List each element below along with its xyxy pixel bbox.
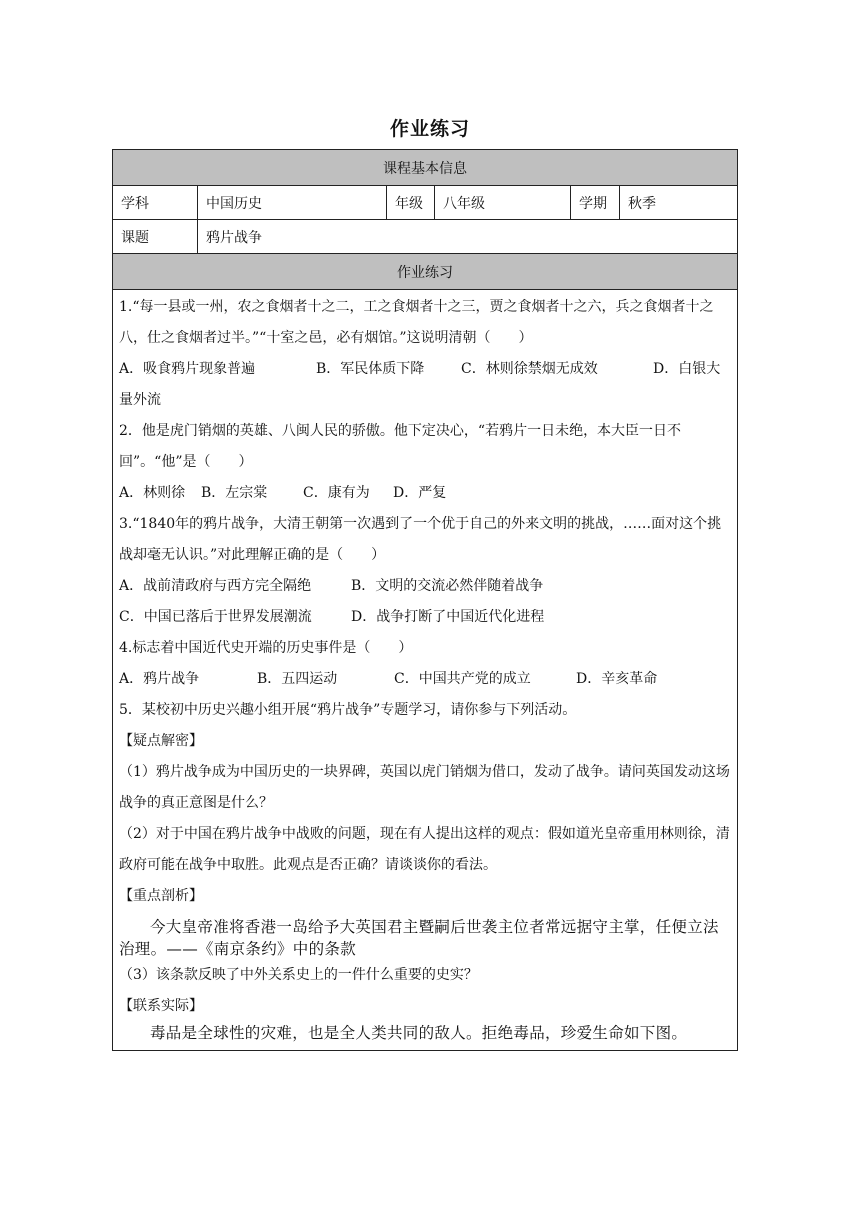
q4-option-c: C．中国共产党的成立 (394, 671, 531, 687)
q4-option-d: D．辛亥革命 (576, 671, 658, 687)
question-5: 5．某校初中历史兴趣小组开展“鸦片战争”专题学习，请你参与下列活动。 (119, 702, 577, 718)
page-title: 作业练习 (389, 118, 470, 140)
practice-body (113, 290, 738, 1051)
question-1: 1.“每一县或一州，农之食烟者十之二，工之食烟者十之三，贾之食烟者十之六，兵之食烟者十之八，仕之食烟者过半。”“十室之邑，必有烟馆。”这说明清朝（ ） (119, 299, 714, 346)
q2-option-b: B．左宗棠 (201, 485, 268, 501)
question-5-2: （2）对于中国在鸦片战争中战败的问题，现在有人提出这样的观点：假如道光皇帝重用林则徐，清政府可能在战争中取胜。此观点是否正确？请谈谈你的看法。 (119, 826, 730, 873)
subject-label: 学科 (113, 186, 198, 220)
grade-label: 年级 (387, 186, 435, 220)
question-3-options-cd (119, 602, 731, 633)
q3-option-b: B．文明的交流必然伴随着战争 (351, 578, 544, 594)
course-info-header: 课程基本信息 (113, 150, 738, 186)
question-3-options-ab (119, 571, 731, 602)
question-2: 2．他是虎门销烟的英雄、八闽人民的骄傲。他下定决心，“若鸦片一日未绝，本大臣一日不回”。“他”是（ ） (119, 423, 682, 470)
q1-option-d: D．白银大量外流 (119, 361, 721, 408)
topic-value: 鸦片战争 (198, 220, 738, 254)
question-2-options (119, 478, 731, 509)
topic-label: 课题 (113, 220, 198, 254)
q1-option-c: C．林则徐禁烟无成效 (461, 361, 598, 377)
question-4-options (119, 664, 731, 695)
q3-option-c: C．中国已落后于世界发展潮流 (119, 609, 312, 625)
q1-option-b: B．军民体质下降 (316, 361, 425, 377)
question-5-1: （1）鸦片战争成为中国历史的一块界碑，英国以虎门销烟为借口，发动了战争。请问英国发动这场战争的真正意图是什么？ (119, 764, 730, 811)
treaty-excerpt: 今大皇帝准将香港一岛给予大英国君主暨嗣后世袭主位者常远据守主掌，任便立法治理。——《南京条约》中的条款 (119, 918, 719, 958)
term-label: 学期 (571, 186, 620, 220)
question-5-3: （3）该条款反映了中外关系史上的一件什么重要的史实？ (119, 967, 478, 983)
drug-text: 毒品是全球性的灾难，也是全人类共同的敌人。拒绝毒品，珍爱生命如下图。 (150, 1024, 688, 1042)
q2-option-d: D．严复 (393, 485, 447, 501)
q2-option-a: A．林则徐 (119, 485, 186, 501)
question-4: 4.标志着中国近代史开端的历史事件是（ ） (119, 640, 413, 656)
grade-value: 八年级 (435, 186, 571, 220)
q2-option-c: C．康有为 (303, 485, 370, 501)
q4-option-b: B．五四运动 (257, 671, 338, 687)
question-3: 3.“1840年的鸦片战争，大清王朝第一次遇到了一个优于自己的外来文明的挑战，……面对这个挑战却毫无认识。”对此理解正确的是（ ） (119, 516, 722, 563)
q1-option-a: A．吸食鸦片现象普遍 (119, 361, 256, 377)
course-info-table (112, 149, 738, 1051)
question-1-options (119, 354, 731, 416)
q4-option-a: A．鸦片战争 (119, 671, 200, 687)
subject-value: 中国历史 (198, 186, 387, 220)
q3-option-a: A．战前清政府与西方完全隔绝 (119, 578, 312, 594)
section-practice-heading: 【联系实际】 (119, 998, 203, 1014)
term-value: 秋季 (620, 186, 738, 220)
section-key-heading: 【重点剖析】 (119, 888, 203, 904)
section-doubt-heading: 【疑点解密】 (119, 733, 203, 749)
q3-option-d: D．战争打断了中国近代化进程 (351, 609, 545, 625)
practice-header: 作业练习 (113, 254, 738, 290)
